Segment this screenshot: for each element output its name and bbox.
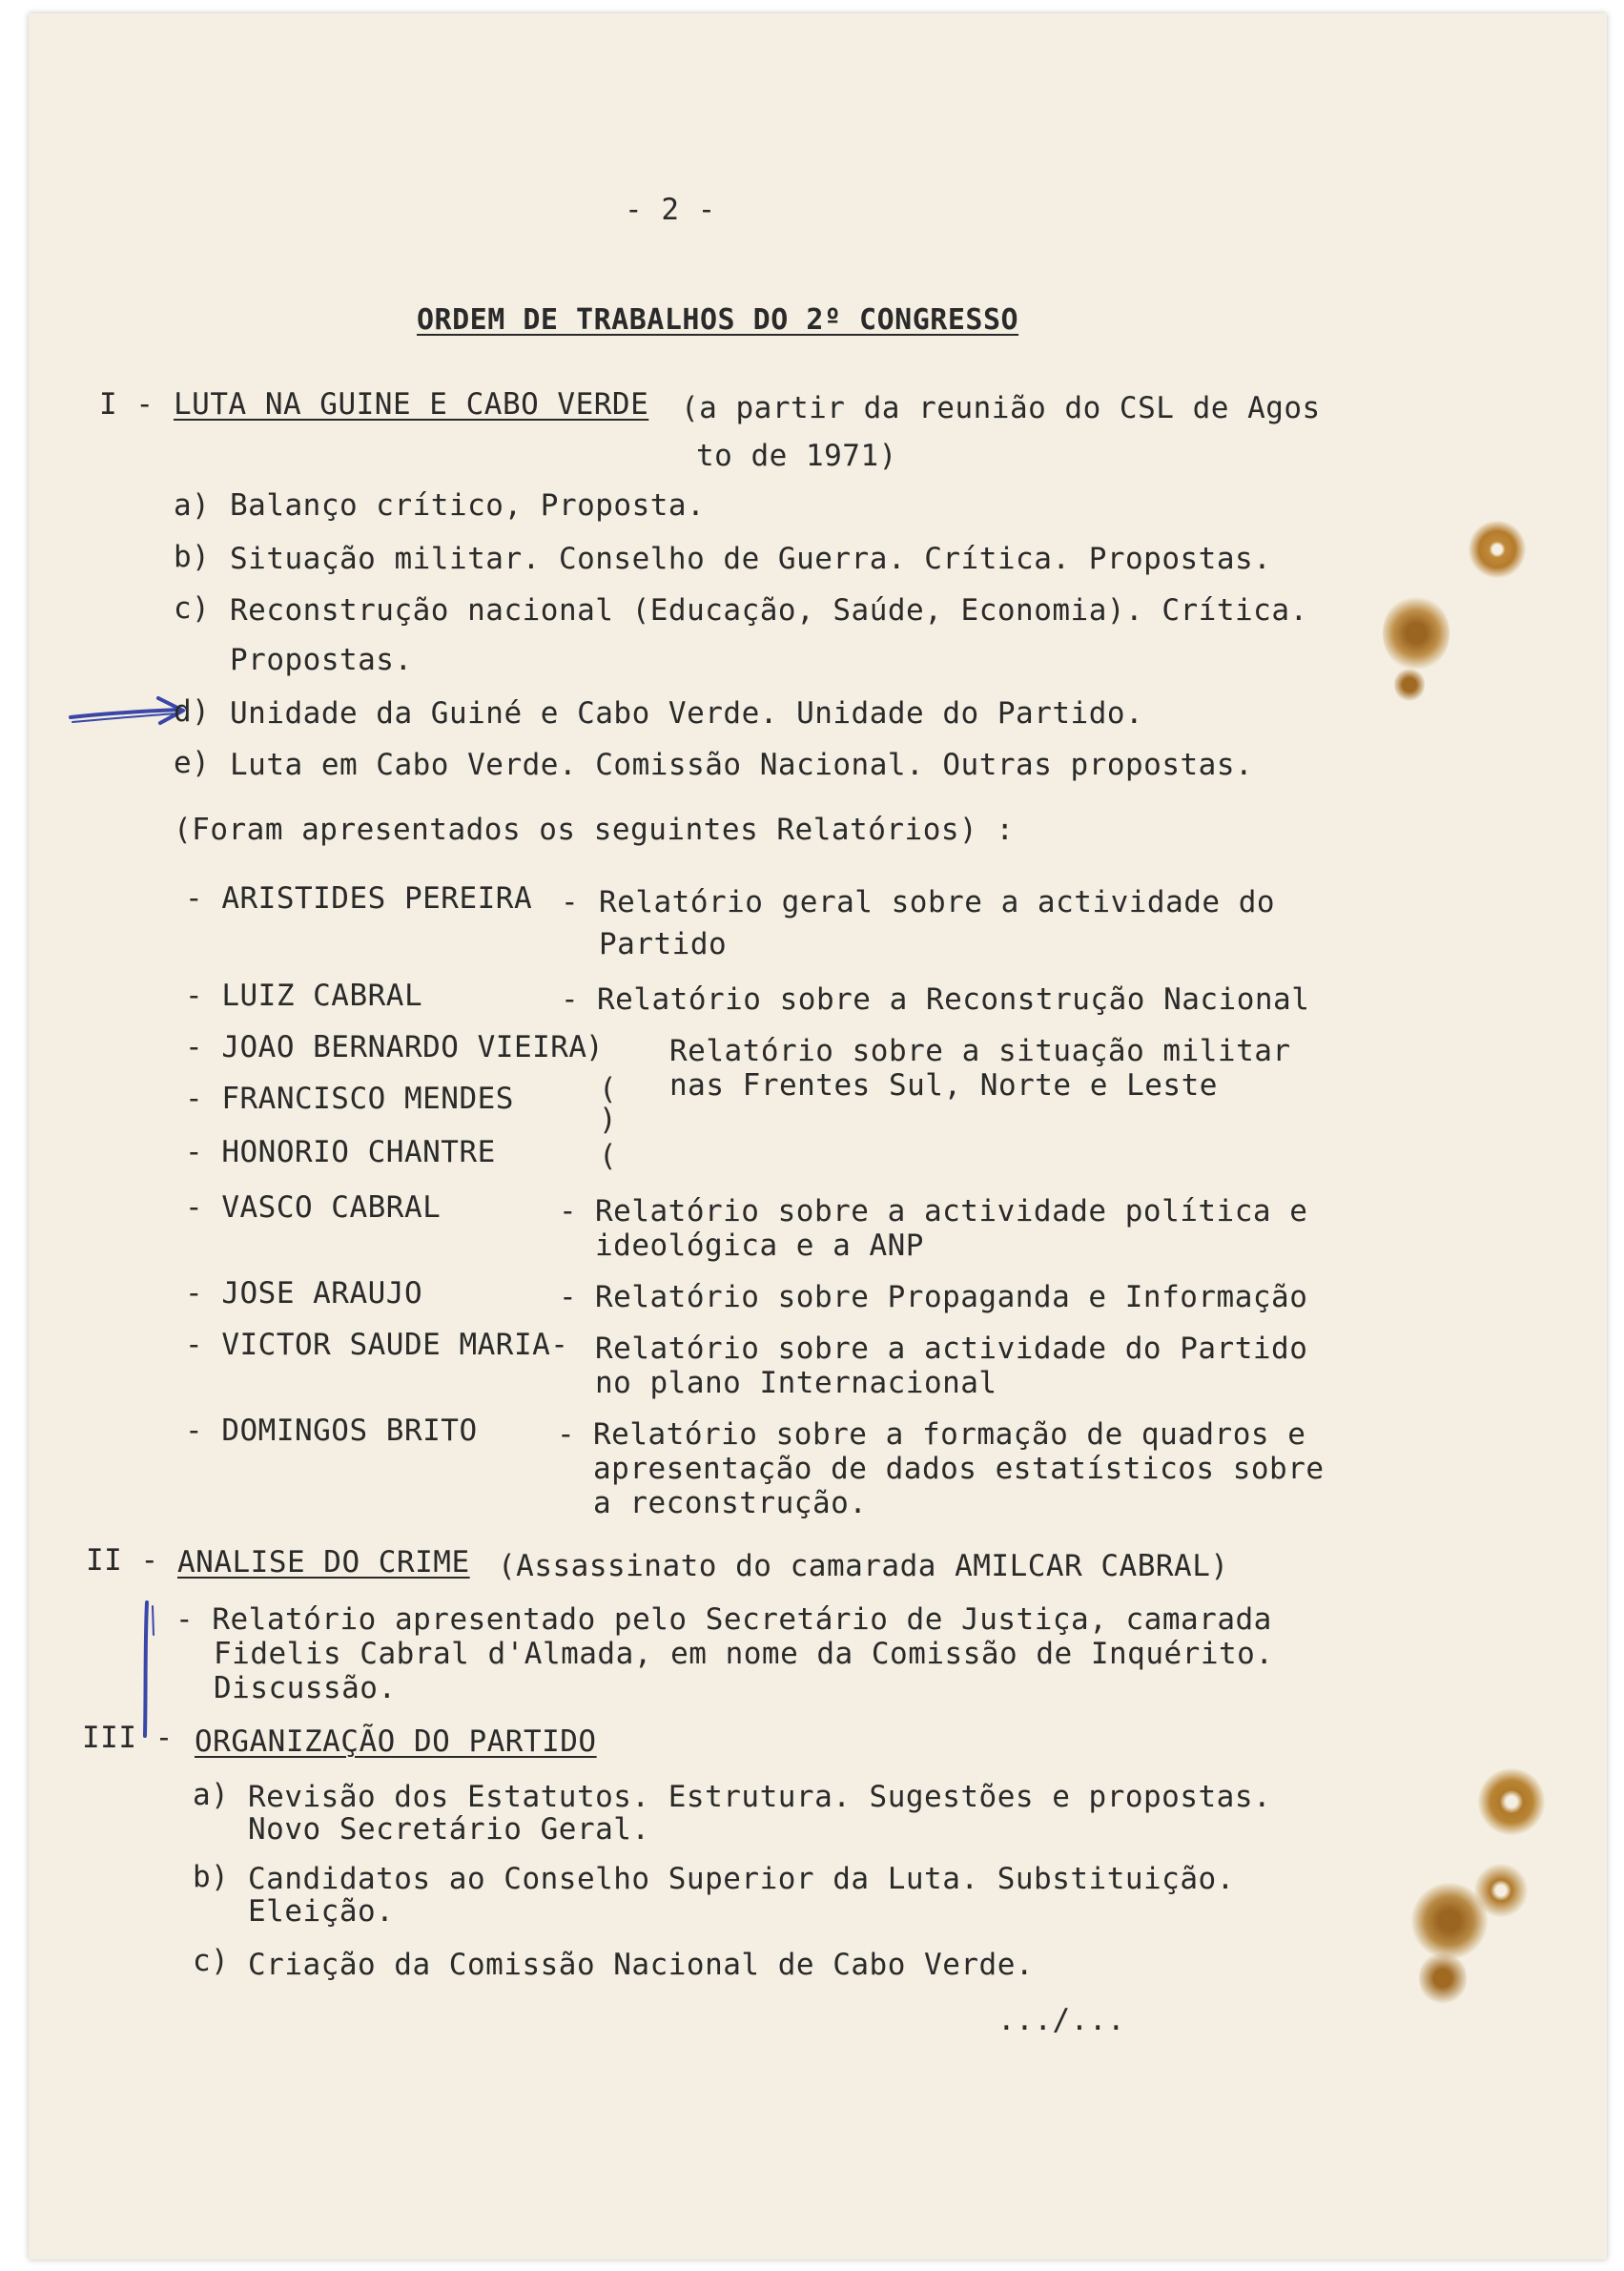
section-heading: ANALISE DO CRIME <box>177 1545 470 1579</box>
report-author: - VICTOR SAUDE MARIA- <box>185 1328 569 1362</box>
list-item-text: Eleição. <box>248 1894 395 1929</box>
section-numeral: II - <box>86 1543 159 1578</box>
continuation-mark: .../... <box>997 2003 1126 2037</box>
list-item-label: b) <box>174 540 211 574</box>
report-author: - LUIZ CABRAL <box>185 979 423 1013</box>
list-item-text: Balanço crítico, Proposta. <box>230 488 706 523</box>
report-separator: ( <box>599 1072 618 1106</box>
report-author: - JOSE ARAUJO <box>185 1276 423 1311</box>
report-description: nas Frentes Sul, Norte e Leste <box>669 1068 1218 1103</box>
report-description: apresentação de dados estatísticos sobre <box>593 1452 1325 1486</box>
report-separator: - <box>557 1417 576 1452</box>
pen-arrow-mark <box>67 691 191 729</box>
section-heading: ORGANIZAÇÃO DO PARTIDO <box>195 1724 597 1759</box>
reports-intro: (Foram apresentados os seguintes Relatórios) : <box>174 813 1015 847</box>
page-number: - 2 - <box>625 193 716 227</box>
pen-margin-line <box>134 1597 162 1740</box>
report-author: - DOMINGOS BRITO <box>185 1414 478 1448</box>
list-item-text: Unidade da Guiné e Cabo Verde. Unidade do Partido. <box>230 696 1144 731</box>
stain-mark <box>1469 521 1526 578</box>
report-separator: - <box>559 1194 578 1228</box>
list-item-text: Situação militar. Conselho de Guerra. Crítica. Propostas. <box>230 542 1272 576</box>
section-heading-rest: (a partir da reunião do CSL de Agos <box>681 391 1321 425</box>
section-heading-rest: (Assassinato do camarada AMILCAR CABRAL) <box>498 1549 1229 1583</box>
list-item-label: d) <box>174 694 211 729</box>
section-numeral: I - <box>99 387 154 422</box>
report-description: Relatório sobre a situação militar <box>669 1034 1291 1068</box>
report-author: - JOAO BERNARDO VIEIRA <box>185 1030 587 1064</box>
section-body-text: - Relatório apresentado pelo Secretário de Justiça, camarada <box>175 1602 1272 1637</box>
report-description: Relatório sobre Propaganda e Informação <box>595 1280 1308 1314</box>
stain-mark <box>1478 1768 1545 1835</box>
report-description: Relatório sobre a Reconstrução Nacional <box>597 982 1310 1017</box>
list-item-text: Propostas. <box>230 643 413 677</box>
report-description: Partido <box>599 927 728 961</box>
list-item-label: c) <box>174 591 211 626</box>
list-item-text: Candidatos ao Conselho Superior da Luta. Substituição. <box>248 1862 1235 1896</box>
list-item-label: a) <box>193 1778 230 1812</box>
list-item-text: Novo Secretário Geral. <box>248 1812 650 1847</box>
report-author: - HONORIO CHANTRE <box>185 1135 496 1169</box>
report-author: - FRANCISCO MENDES <box>185 1082 514 1116</box>
report-separator: - <box>561 982 580 1017</box>
report-author: - ARISTIDES PEREIRA <box>185 881 533 916</box>
list-item-text: Reconstrução nacional (Educação, Saúde, Economia). Crítica. <box>230 593 1308 628</box>
report-separator: - <box>559 1280 578 1314</box>
document-page <box>29 13 1607 2260</box>
section-body-text: Fidelis Cabral d'Almada, em nome da Comissão de Inquérito. <box>214 1637 1274 1671</box>
report-description: Relatório sobre a formação de quadros e <box>593 1417 1306 1452</box>
report-description: no plano Internacional <box>595 1366 997 1400</box>
report-separator: ( <box>599 1139 618 1173</box>
report-separator: - <box>561 885 580 919</box>
list-item-text: Revisão dos Estatutos. Estrutura. Sugestões e propostas. <box>248 1780 1272 1814</box>
stain-mark <box>1383 595 1449 671</box>
stain-mark <box>1419 1951 1467 2005</box>
report-description: Relatório sobre a actividade do Partido <box>595 1332 1308 1366</box>
report-description: Relatório geral sobre a actividade do <box>599 885 1276 919</box>
list-item-text: Criação da Comissão Nacional de Cabo Verde. <box>248 1948 1035 1982</box>
list-item-label: e) <box>174 746 211 780</box>
stain-mark <box>1394 668 1425 702</box>
list-item-label: a) <box>174 488 211 523</box>
document-title: ORDEM DE TRABALHOS DO 2º CONGRESSO <box>417 303 1019 337</box>
section-body-text: Discussão. <box>214 1671 397 1705</box>
section-heading: LUTA NA GUINE E CABO VERDE <box>174 387 649 422</box>
report-description: a reconstrução. <box>593 1486 868 1520</box>
list-item-label: c) <box>193 1944 230 1978</box>
stain-mark <box>1411 1883 1488 1959</box>
report-separator: ) <box>599 1103 618 1137</box>
section-numeral: III - <box>82 1721 174 1755</box>
report-author: - VASCO CABRAL <box>185 1190 442 1225</box>
report-description: ideológica e a ANP <box>595 1228 924 1263</box>
report-separator: ) <box>586 1030 605 1064</box>
list-item-text: Luta em Cabo Verde. Comissão Nacional. Outras propostas. <box>230 748 1254 782</box>
section-heading-continued: to de 1971) <box>696 439 897 473</box>
list-item-label: b) <box>193 1860 230 1894</box>
report-description: Relatório sobre a actividade política e <box>595 1194 1308 1228</box>
